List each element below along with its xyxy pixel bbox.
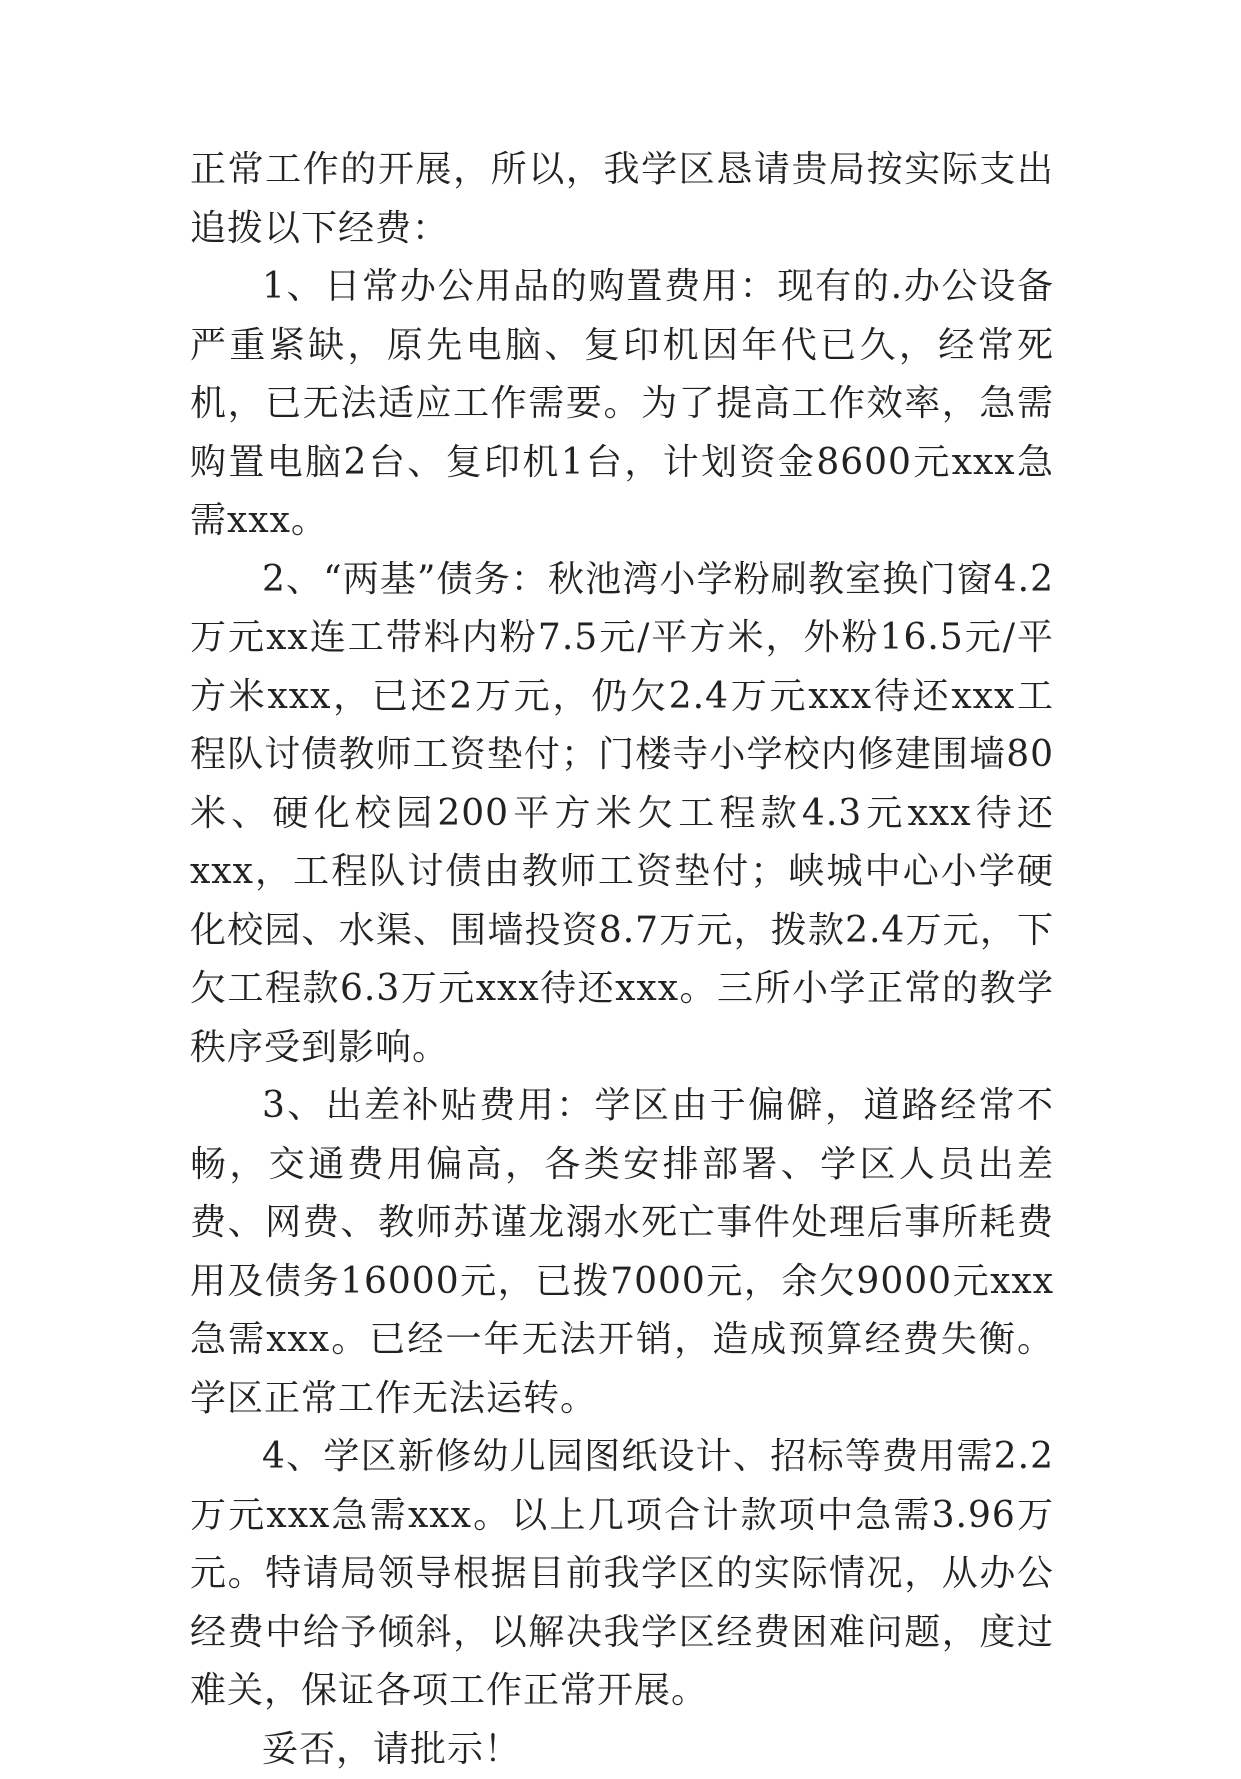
- paragraph-intro-continuation: 正常工作的开展，所以，我学区恳请贵局按实际支出追拨以下经费：: [190, 141, 1054, 258]
- document-body: [190, 141, 1054, 1779]
- paragraph-closing: 妥否，请批示！: [190, 1721, 1054, 1779]
- paragraph-item-3-travel-subsidy: 3、出差补贴费用：学区由于偏僻，道路经常不畅，交通费用偏高，各类安排部署、学区人员出差费、网费、教师苏谨龙溺水死亡事件处理后事所耗费用及债务16000元，已拨7000元，余欠9000元xxx急需xxx。已经一年无法开销，造成预算经费失衡。学区正常工作无法运转。: [190, 1077, 1054, 1428]
- paragraph-item-1-office-supplies: 1、日常办公用品的购置费用：现有的.办公设备严重紧缺，原先电脑、复印机因年代已久，经常死机，已无法适应工作需要。为了提高工作效率，急需购置电脑2台、复印机1台，计划资金8600元xxx急需xxx。: [190, 258, 1054, 551]
- paragraph-item-4-kindergarten: 4、学区新修幼儿园图纸设计、招标等费用需2.2万元xxx急需xxx。以上几项合计款项中急需3.96万元。特请局领导根据目前我学区的实际情况，从办公经费中给予倾斜，以解决我学区经费困难问题，度过难关，保证各项工作正常开展。: [190, 1428, 1054, 1721]
- paragraph-item-2-debts: 2、“两基”债务：秋池湾小学粉刷教室换门窗4.2万元xx连工带料内粉7.5元/平方米，外粉16.5元/平方米xxx，已还2万元，仍欠2.4万元xxx待还xxx工程队讨债教师工资垫付；门楼寺小学校内修建围墙80米、硬化校园200平方米欠工程款4.3元xxx待还xxx，工程队讨债由教师工资垫付；峡城中心小学硬化校园、水渠、围墙投资8.7万元，拨款2.4万元，下欠工程款6.3万元xxx待还xxx。三所小学正常的教学秩序受到影响。: [190, 551, 1054, 1078]
